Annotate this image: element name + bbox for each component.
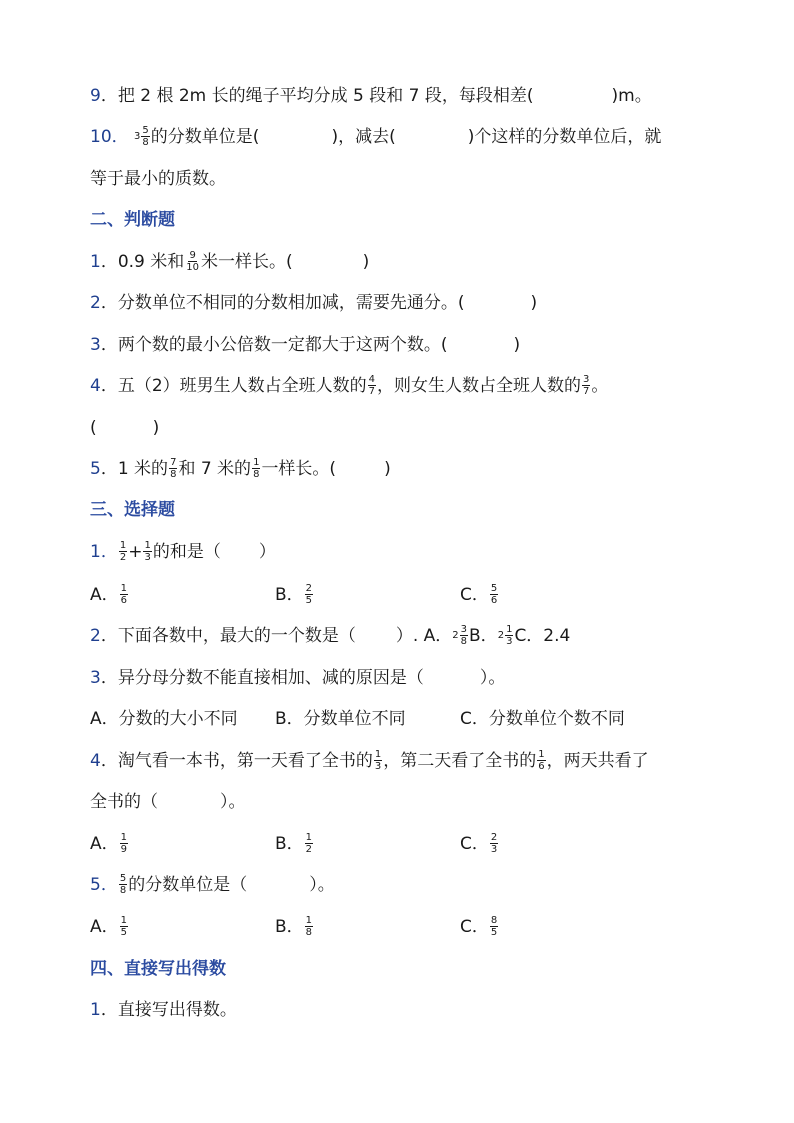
fraction bbox=[185, 250, 200, 273]
question-text: ．异分母分数不能直接相加、减的原因是（ bbox=[100, 668, 424, 688]
denominator: 3 bbox=[490, 843, 498, 855]
section-title-judgement: 二、判断题 bbox=[90, 210, 175, 230]
denominator: 2 bbox=[119, 551, 127, 563]
numerator: 1 bbox=[144, 539, 151, 551]
question-text: ) bbox=[513, 335, 521, 355]
fraction bbox=[374, 749, 382, 772]
question-text: C．2.4 bbox=[514, 626, 571, 646]
choice-3-option-b[interactable]: B．分数单位不同 bbox=[275, 709, 406, 729]
choice-5-option-c[interactable] bbox=[460, 915, 499, 939]
choice-4-option-b[interactable] bbox=[275, 832, 314, 856]
denominator: 8 bbox=[305, 926, 313, 938]
question-text: 和 7 米的 bbox=[178, 459, 252, 479]
question-text: ．分数单位不相同的分数相加减，需要先通分。( bbox=[100, 293, 465, 313]
fraction bbox=[490, 915, 498, 938]
whole-part: 2 bbox=[497, 630, 505, 641]
question-dot: ． bbox=[100, 875, 118, 895]
numerator: 2 bbox=[305, 582, 313, 594]
question-text: )m。 bbox=[611, 86, 652, 106]
question-number: 4 bbox=[90, 751, 101, 771]
question-text: ，第二天看了全书的 bbox=[383, 751, 537, 771]
denominator: 8 bbox=[170, 468, 177, 480]
question-text: ．直接写出得数。 bbox=[100, 1000, 237, 1020]
denominator: 8 bbox=[253, 468, 260, 480]
question-text: 米一样长。( bbox=[201, 252, 293, 272]
choice-2 bbox=[90, 624, 570, 648]
question-text: )个这样的分数单位后，就 bbox=[467, 127, 662, 147]
question-text: 全书的（ bbox=[90, 792, 158, 812]
question-text: ）. A． bbox=[395, 626, 453, 646]
question-number: 9 bbox=[90, 86, 101, 106]
question-text: 。 bbox=[591, 376, 609, 396]
question-text: 一样长。( bbox=[261, 459, 337, 479]
judge-3 bbox=[90, 333, 520, 357]
choice-1-option-c[interactable] bbox=[460, 583, 499, 607]
judge-4 bbox=[90, 374, 608, 398]
question-number: 5 bbox=[90, 459, 101, 479]
question-10-line2: 等于最小的质数。 bbox=[90, 169, 226, 189]
whole-part: 3 bbox=[134, 131, 141, 142]
question-10 bbox=[90, 125, 661, 149]
bracket-close: ) bbox=[152, 418, 160, 438]
question-text: ．两个数的最小公倍数一定都大于这两个数。( bbox=[100, 335, 448, 355]
numerator: 5 bbox=[142, 124, 149, 136]
choice-4-option-c[interactable] bbox=[460, 832, 499, 856]
option-label: B． bbox=[275, 917, 304, 937]
fraction bbox=[505, 624, 513, 647]
question-text: ）。 bbox=[479, 668, 506, 688]
numerator: 5 bbox=[490, 582, 498, 594]
choice-1-option-a[interactable] bbox=[90, 583, 129, 607]
question-text: B． bbox=[469, 626, 498, 646]
numerator: 1 bbox=[538, 748, 545, 760]
fraction bbox=[305, 583, 313, 606]
option-label: C． bbox=[460, 585, 489, 605]
fraction bbox=[169, 457, 177, 480]
question-text: ) bbox=[384, 459, 391, 479]
question-number: 5 bbox=[90, 875, 101, 895]
mixed-number bbox=[134, 124, 151, 148]
question-9 bbox=[90, 84, 652, 108]
question-number: 1 bbox=[90, 1000, 101, 1020]
question-text: 的分数单位是( bbox=[150, 127, 260, 147]
choice-5-option-b[interactable] bbox=[275, 915, 314, 939]
fraction bbox=[120, 832, 128, 855]
question-text: ．把 2 根 2m 长的绳子平均分成 5 段和 7 段，每段相差( bbox=[100, 86, 534, 106]
denominator: 3 bbox=[506, 635, 513, 647]
numerator: 8 bbox=[490, 914, 498, 926]
denominator: 6 bbox=[120, 594, 128, 606]
question-number: 4 bbox=[90, 376, 101, 396]
numerator: 1 bbox=[253, 456, 260, 468]
question-text: ．0.9 米和 bbox=[100, 252, 185, 272]
question-dot: ． bbox=[100, 542, 118, 562]
mixed-number bbox=[452, 623, 469, 647]
choice-4 bbox=[90, 749, 649, 773]
fraction bbox=[119, 540, 127, 563]
option-label: B． bbox=[275, 585, 304, 605]
denominator: 3 bbox=[144, 551, 151, 563]
question-text: ．下面各数中，最大的一个数是（ bbox=[100, 626, 356, 646]
question-number: 3 bbox=[90, 668, 101, 688]
question-number: 1 bbox=[90, 252, 101, 272]
denominator: 2 bbox=[305, 843, 313, 855]
numerator: 9 bbox=[189, 249, 196, 261]
denominator: 8 bbox=[119, 884, 127, 896]
plus-sign: + bbox=[128, 542, 143, 562]
question-text: 的和是（ bbox=[152, 542, 221, 562]
choice-3 bbox=[90, 666, 505, 690]
question-text: ）。 bbox=[220, 792, 246, 812]
denominator: 3 bbox=[374, 760, 382, 772]
bracket-open: ( bbox=[90, 418, 97, 438]
question-text: )，减去( bbox=[331, 127, 396, 147]
fraction bbox=[141, 125, 149, 148]
question-text: ，两天共看了 bbox=[546, 751, 649, 771]
fraction bbox=[460, 624, 468, 647]
denominator: 8 bbox=[460, 635, 468, 647]
numerator: 1 bbox=[506, 623, 513, 635]
fraction bbox=[120, 583, 128, 606]
fraction bbox=[305, 832, 313, 855]
question-text: ，则女生人数占全班人数的 bbox=[377, 376, 582, 396]
numerator: 1 bbox=[120, 831, 128, 843]
option-label: A． bbox=[90, 585, 119, 605]
question-text: ） bbox=[258, 542, 276, 562]
choice-3-option-a[interactable]: A．分数的大小不同 bbox=[90, 709, 238, 729]
whole-part: 2 bbox=[452, 630, 459, 641]
numerator: 2 bbox=[490, 831, 498, 843]
denominator: 5 bbox=[490, 926, 498, 938]
judge-1 bbox=[90, 250, 369, 274]
question-number: 3 bbox=[90, 335, 101, 355]
direct-1 bbox=[90, 998, 237, 1022]
choice-5 bbox=[90, 873, 335, 897]
numerator: 1 bbox=[374, 748, 382, 760]
section-title-choice: 三、选择题 bbox=[90, 500, 175, 520]
option-label: A． bbox=[90, 917, 119, 937]
denominator: 8 bbox=[142, 136, 149, 148]
denominator: 10 bbox=[186, 261, 200, 273]
denominator: 6 bbox=[538, 760, 545, 772]
denominator: 5 bbox=[305, 594, 313, 606]
question-text: ．五（2）班男生人数占全班人数的 bbox=[100, 376, 367, 396]
numerator: 7 bbox=[170, 456, 177, 468]
question-text: 的分数单位是（ bbox=[128, 875, 248, 895]
numerator: 1 bbox=[120, 582, 128, 594]
question-text: ．1 米的 bbox=[100, 459, 169, 479]
mixed-number bbox=[497, 623, 515, 647]
choice-4-line2 bbox=[90, 790, 246, 814]
fraction bbox=[120, 915, 128, 938]
fraction bbox=[490, 583, 498, 606]
fraction bbox=[582, 374, 590, 397]
choice-1 bbox=[90, 540, 276, 564]
fraction bbox=[143, 540, 151, 563]
fraction bbox=[252, 457, 260, 480]
denominator: 6 bbox=[490, 594, 498, 606]
choice-1-option-b[interactable] bbox=[275, 583, 314, 607]
numerator: 1 bbox=[120, 914, 128, 926]
fraction bbox=[490, 832, 498, 855]
question-number: 1 bbox=[90, 542, 101, 562]
option-label: B． bbox=[275, 834, 304, 854]
question-number: 10 bbox=[90, 127, 112, 147]
denominator: 5 bbox=[120, 926, 128, 938]
numerator: 3 bbox=[583, 373, 590, 385]
choice-3-option-c[interactable]: C．分数单位个数不同 bbox=[460, 709, 625, 729]
numerator: 5 bbox=[119, 872, 127, 884]
question-dot: ． bbox=[111, 127, 129, 147]
numerator: 4 bbox=[368, 373, 376, 385]
numerator: 1 bbox=[119, 539, 127, 551]
option-label: C． bbox=[460, 834, 489, 854]
question-text: ) bbox=[362, 252, 370, 272]
fraction bbox=[305, 915, 313, 938]
question-text: ．淘气看一本书，第一天看了全书的 bbox=[100, 751, 373, 771]
fraction bbox=[119, 873, 127, 896]
denominator: 7 bbox=[368, 385, 376, 397]
denominator: 9 bbox=[120, 843, 128, 855]
question-text: ）。 bbox=[309, 875, 335, 895]
option-label: A． bbox=[90, 834, 119, 854]
option-label: C． bbox=[460, 917, 489, 937]
choice-5-option-a[interactable] bbox=[90, 915, 129, 939]
numerator: 1 bbox=[305, 914, 313, 926]
section-title-direct-answer: 四、直接写出得数 bbox=[90, 959, 226, 979]
numerator: 3 bbox=[460, 623, 468, 635]
numerator: 1 bbox=[305, 831, 313, 843]
denominator: 7 bbox=[583, 385, 590, 397]
judge-5 bbox=[90, 457, 391, 481]
fraction bbox=[537, 749, 545, 772]
question-text: ) bbox=[530, 293, 538, 313]
judge-4-line2 bbox=[90, 416, 159, 440]
judge-2 bbox=[90, 291, 537, 315]
choice-4-option-a[interactable] bbox=[90, 832, 129, 856]
question-number: 2 bbox=[90, 626, 101, 646]
fraction bbox=[368, 374, 376, 397]
question-number: 2 bbox=[90, 293, 101, 313]
